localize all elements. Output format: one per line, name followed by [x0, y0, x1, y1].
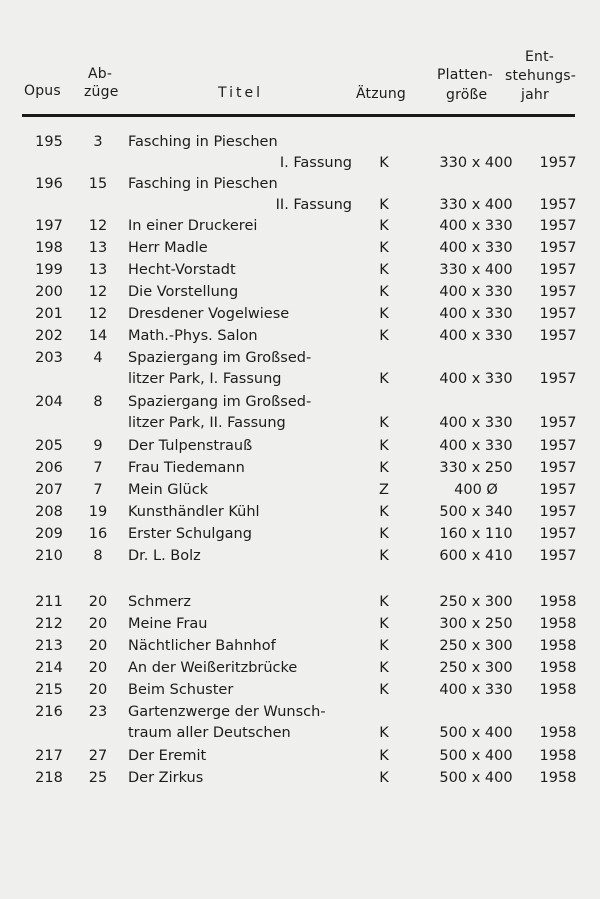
header-abzuege-line1: Ab- [88, 66, 113, 82]
abzuege-count: 13 [88, 240, 108, 256]
opus-number: 200 [35, 284, 63, 300]
year: 1957 [539, 415, 577, 431]
plate-size: 250 x 300 [439, 594, 513, 610]
abzuege-count: 4 [93, 350, 103, 366]
aetzung-code: K [379, 197, 389, 213]
year: 1957 [539, 155, 577, 171]
aetzung-code: K [379, 504, 389, 520]
opus-number: 204 [35, 394, 63, 410]
abzuege-count: 7 [93, 482, 103, 498]
header-titel: Titel [218, 85, 264, 101]
plate-size: 400 x 330 [439, 328, 513, 344]
abzuege-count: 13 [88, 262, 108, 278]
year: 1958 [539, 748, 577, 764]
abzuege-count: 8 [93, 548, 103, 564]
plate-size: 400 x 330 [439, 438, 513, 454]
title-line: traum aller Deutschen [128, 725, 291, 741]
abzuege-count: 23 [88, 704, 108, 720]
year: 1957 [539, 197, 577, 213]
plate-size: 250 x 300 [439, 660, 513, 676]
abzuege-count: 27 [88, 748, 108, 764]
title-line: Meine Frau [128, 616, 208, 632]
header-jahr-line2: stehungs- [505, 68, 577, 84]
title-line: Beim Schuster [128, 682, 234, 698]
aetzung-code: K [379, 155, 389, 171]
year: 1958 [539, 660, 577, 676]
aetzung-code: K [379, 438, 389, 454]
year: 1958 [539, 594, 577, 610]
abzuege-count: 20 [88, 616, 108, 632]
aetzung-code: K [379, 682, 389, 698]
title-line: Erster Schulgang [128, 526, 252, 542]
aetzung-code: K [379, 725, 389, 741]
header-jahr-line3: jahr [521, 87, 549, 103]
abzuege-count: 8 [93, 394, 103, 410]
title-line: litzer Park, I. Fassung [128, 371, 282, 387]
title-line: Frau Tiedemann [128, 460, 245, 476]
header-plattengroesse-line2: größe [446, 87, 488, 103]
header-rule [22, 114, 575, 117]
year: 1957 [539, 526, 577, 542]
abzuege-count: 25 [88, 770, 108, 786]
opus-number: 217 [35, 748, 63, 764]
plate-size: 160 x 110 [439, 526, 513, 542]
plate-size: 400 x 330 [439, 371, 513, 387]
plate-size: 500 x 340 [439, 504, 513, 520]
year: 1957 [539, 438, 577, 454]
aetzung-code: K [379, 306, 389, 322]
opus-number: 213 [35, 638, 63, 654]
aetzung-code: K [379, 415, 389, 431]
aetzung-code: K [379, 328, 389, 344]
opus-number: 195 [35, 134, 63, 150]
header-abzuege-line2: züge [84, 84, 119, 100]
opus-number: 203 [35, 350, 63, 366]
aetzung-code: K [379, 770, 389, 786]
plate-size: 400 x 330 [439, 284, 513, 300]
year: 1957 [539, 284, 577, 300]
plate-size: 400 x 330 [439, 240, 513, 256]
title-line: Math.-Phys. Salon [128, 328, 258, 344]
opus-number: 210 [35, 548, 63, 564]
year: 1958 [539, 770, 577, 786]
title-line: Der Eremit [128, 748, 207, 764]
opus-number: 205 [35, 438, 63, 454]
header-jahr-line1: Ent- [525, 49, 555, 65]
year: 1957 [539, 548, 577, 564]
title-line: II. Fassung [275, 197, 352, 213]
plate-size: 250 x 300 [439, 638, 513, 654]
opus-number: 212 [35, 616, 63, 632]
year: 1958 [539, 682, 577, 698]
aetzung-code: K [379, 526, 389, 542]
aetzung-code: K [379, 616, 389, 632]
title-line: Der Zirkus [128, 770, 204, 786]
year: 1957 [539, 218, 577, 234]
title-line: Schmerz [128, 594, 191, 610]
aetzung-code: K [379, 240, 389, 256]
year: 1957 [539, 371, 577, 387]
abzuege-count: 3 [93, 134, 103, 150]
header-plattengroesse-line1: Platten- [437, 67, 494, 83]
aetzung-code: K [379, 371, 389, 387]
title-line: Hecht-Vorstadt [128, 262, 236, 278]
plate-size: 400 x 330 [439, 415, 513, 431]
year: 1958 [539, 725, 577, 741]
title-line: Kunsthändler Kühl [128, 504, 260, 520]
abzuege-count: 20 [88, 660, 108, 676]
title-line: Der Tulpenstrauß [128, 438, 253, 454]
opus-number: 206 [35, 460, 63, 476]
title-line: Fasching in Pieschen [128, 176, 278, 192]
year: 1957 [539, 482, 577, 498]
opus-number: 198 [35, 240, 63, 256]
header-aetzung: Ätzung [356, 86, 407, 102]
year: 1957 [539, 262, 577, 278]
opus-number: 208 [35, 504, 63, 520]
header-opus: Opus [24, 83, 61, 99]
title-line: Spaziergang im Großsed- [128, 350, 312, 366]
plate-size: 600 x 410 [439, 548, 513, 564]
year: 1958 [539, 638, 577, 654]
aetzung-code: Z [379, 482, 389, 498]
opus-number: 207 [35, 482, 63, 498]
year: 1957 [539, 306, 577, 322]
abzuege-count: 7 [93, 460, 103, 476]
opus-number: 197 [35, 218, 63, 234]
abzuege-count: 9 [93, 438, 103, 454]
plate-size: 400 x 330 [439, 682, 513, 698]
opus-number: 218 [35, 770, 63, 786]
abzuege-count: 15 [88, 176, 108, 192]
opus-number: 199 [35, 262, 63, 278]
title-line: Nächtlicher Bahnhof [128, 638, 276, 654]
title-line: Mein Glück [128, 482, 209, 498]
year: 1957 [539, 328, 577, 344]
plate-size: 500 x 400 [439, 748, 513, 764]
abzuege-count: 20 [88, 682, 108, 698]
plate-size: 500 x 400 [439, 770, 513, 786]
plate-size: 300 x 250 [439, 616, 513, 632]
abzuege-count: 20 [88, 594, 108, 610]
title-line: I. Fassung [279, 155, 352, 171]
title-line: Dr. L. Bolz [128, 548, 201, 564]
plate-size: 400 x 330 [439, 306, 513, 322]
year: 1958 [539, 616, 577, 632]
plate-size: 330 x 400 [439, 155, 513, 171]
aetzung-code: K [379, 460, 389, 476]
aetzung-code: K [379, 594, 389, 610]
plate-size: 500 x 400 [439, 725, 513, 741]
title-line: An der Weißeritzbrücke [128, 660, 298, 676]
opus-number: 216 [35, 704, 63, 720]
title-line: Fasching in Pieschen [128, 134, 278, 150]
aetzung-code: K [379, 548, 389, 564]
abzuege-count: 20 [88, 638, 108, 654]
title-line: Spaziergang im Großsed- [128, 394, 312, 410]
opus-number: 211 [35, 594, 63, 610]
aetzung-code: K [379, 262, 389, 278]
title-line: litzer Park, II. Fassung [128, 415, 286, 431]
plate-size: 330 x 400 [439, 197, 513, 213]
opus-number: 214 [35, 660, 63, 676]
year: 1957 [539, 240, 577, 256]
plate-size: 400 Ø [454, 482, 498, 498]
year: 1957 [539, 504, 577, 520]
plate-size: 330 x 250 [439, 460, 513, 476]
abzuege-count: 12 [88, 306, 108, 322]
opus-number: 202 [35, 328, 63, 344]
year: 1957 [539, 460, 577, 476]
aetzung-code: K [379, 284, 389, 300]
title-line: In einer Druckerei [128, 218, 258, 234]
opus-number: 215 [35, 682, 63, 698]
title-line: Dresdener Vogelwiese [128, 306, 290, 322]
aetzung-code: K [379, 748, 389, 764]
abzuege-count: 16 [88, 526, 108, 542]
aetzung-code: K [379, 218, 389, 234]
title-line: Die Vorstellung [128, 284, 239, 300]
abzuege-count: 12 [88, 218, 108, 234]
opus-number: 209 [35, 526, 63, 542]
aetzung-code: K [379, 660, 389, 676]
abzuege-count: 14 [88, 328, 108, 344]
opus-number: 201 [35, 306, 63, 322]
title-line: Gartenzwerge der Wunsch- [128, 704, 326, 720]
aetzung-code: K [379, 638, 389, 654]
title-line: Herr Madle [128, 240, 208, 256]
plate-size: 400 x 330 [439, 218, 513, 234]
abzuege-count: 12 [88, 284, 108, 300]
abzuege-count: 19 [88, 504, 108, 520]
plate-size: 330 x 400 [439, 262, 513, 278]
opus-number: 196 [35, 176, 63, 192]
